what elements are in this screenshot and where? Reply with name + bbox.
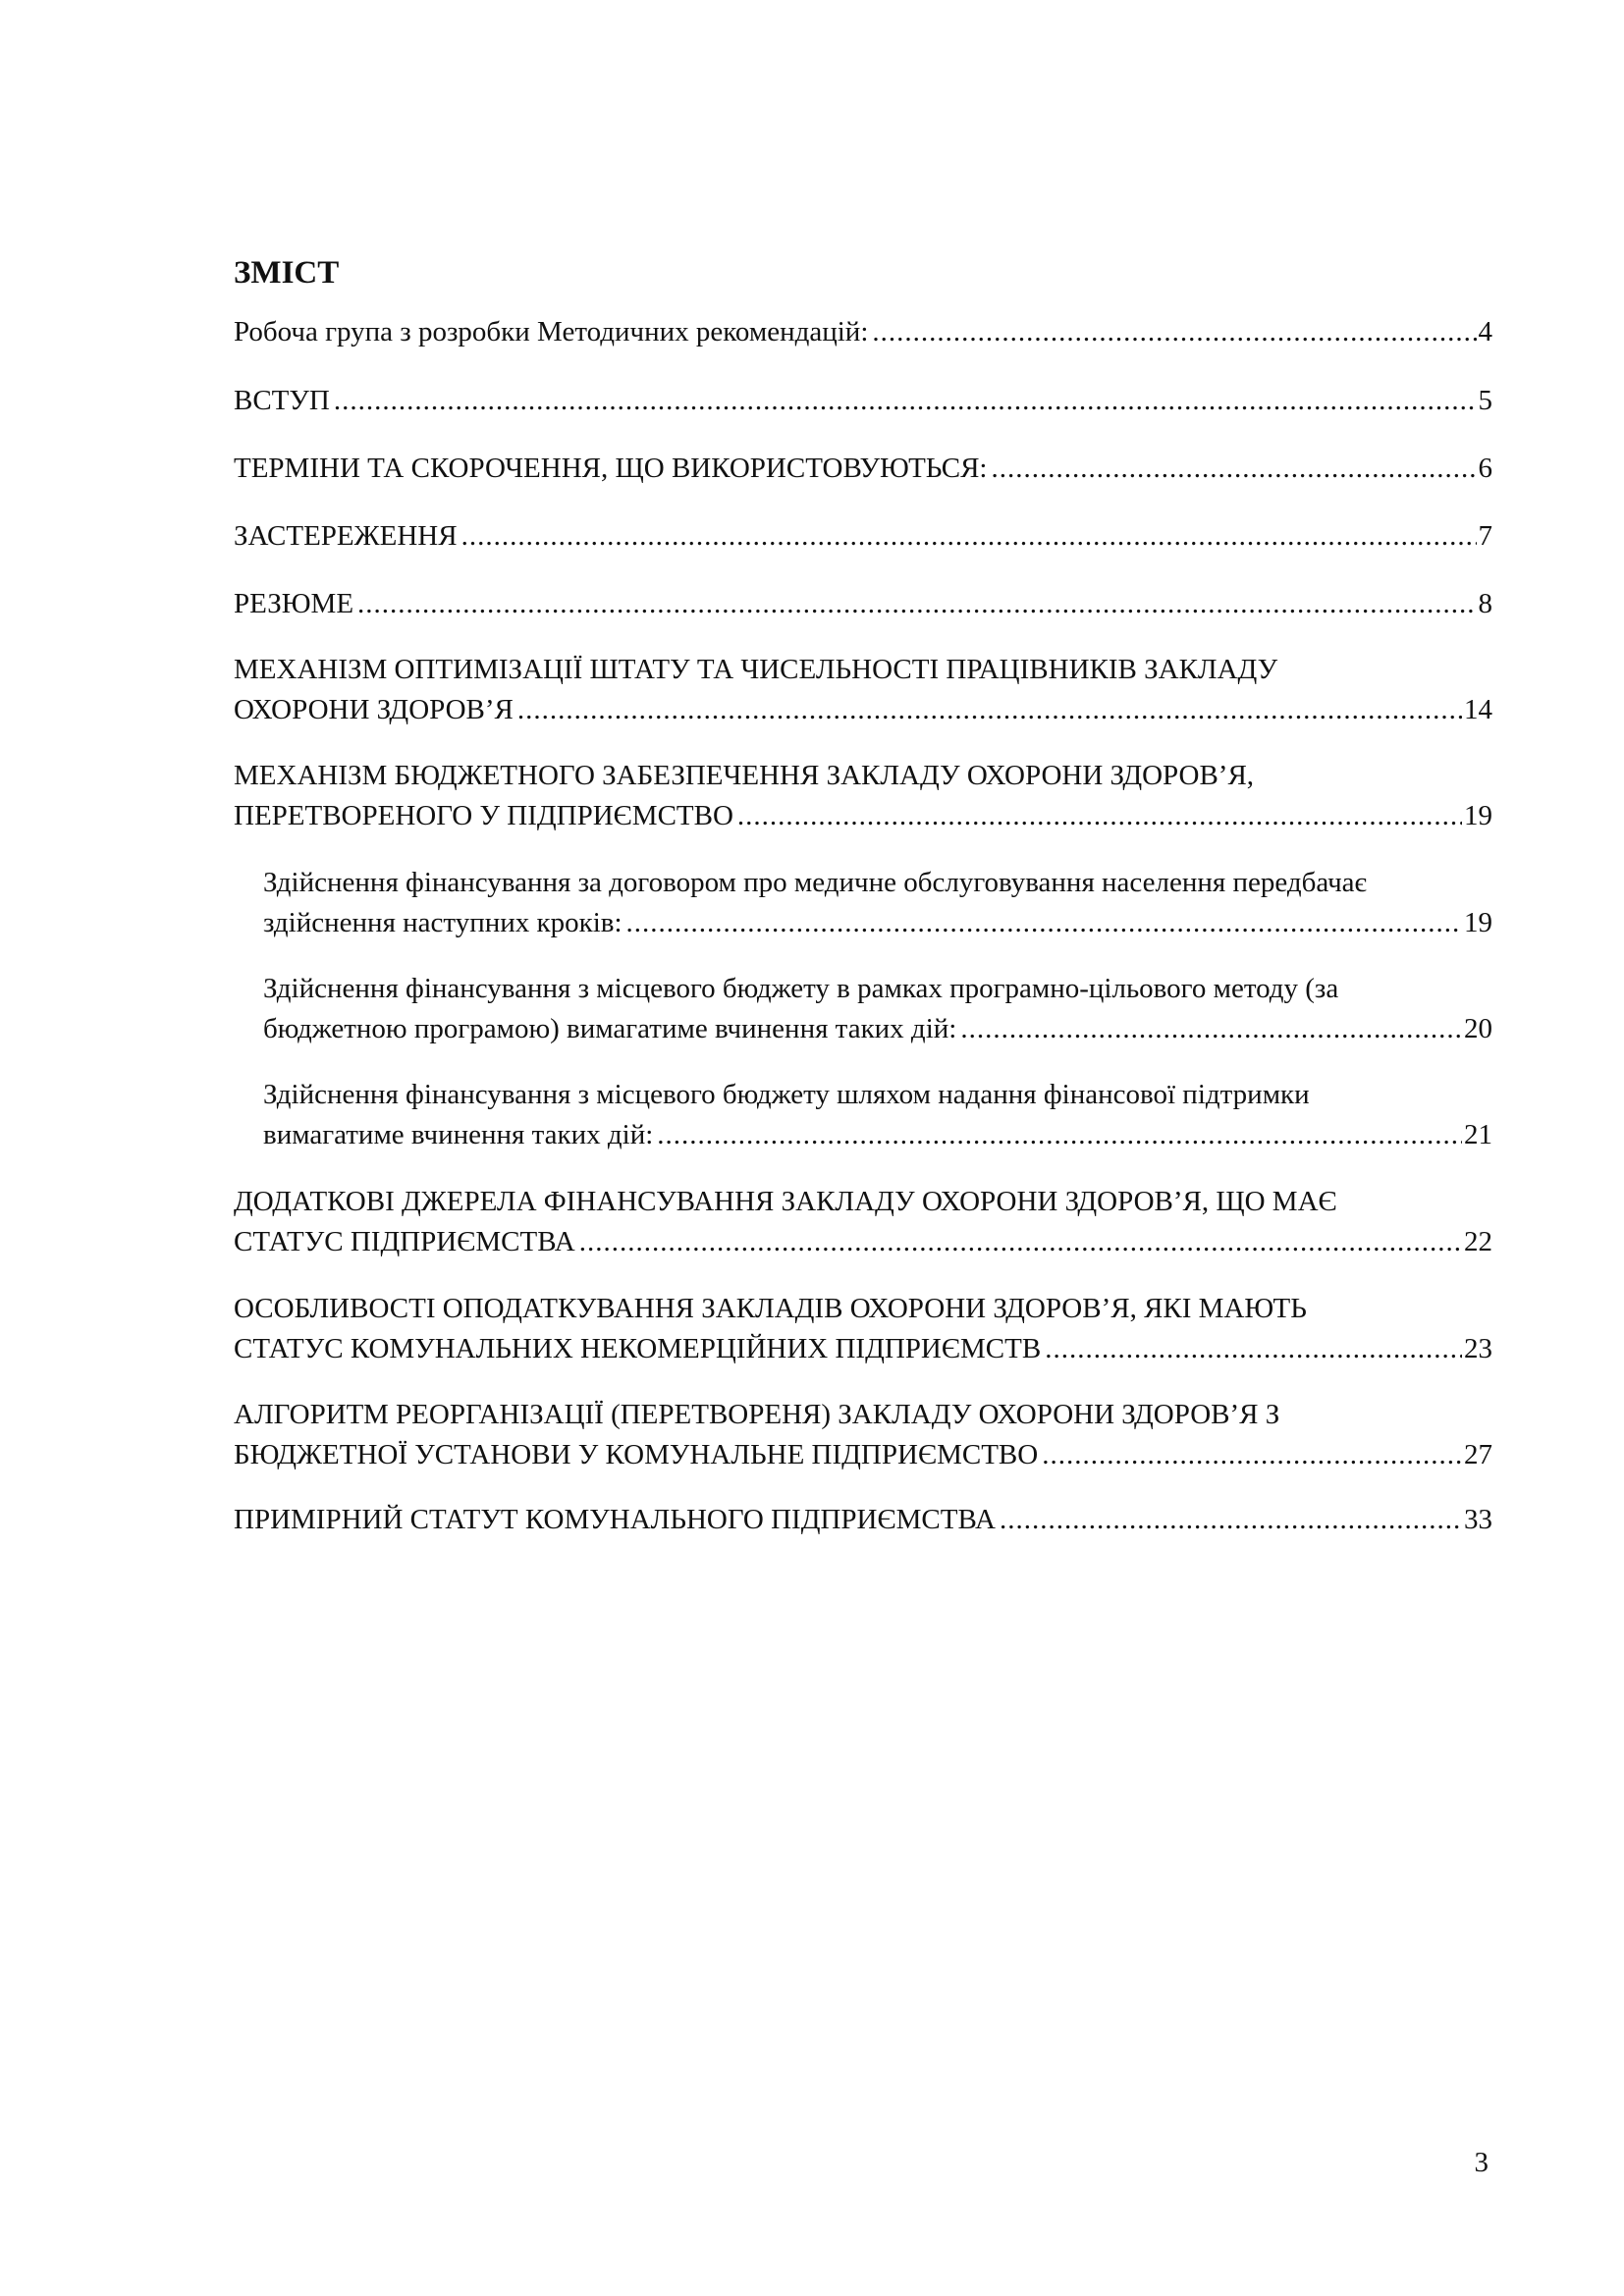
toc-entry-text: здійснення наступних кроків: [263, 907, 623, 938]
toc-entry[interactable] [234, 1395, 1492, 1475]
toc-entry[interactable] [234, 584, 1492, 624]
toc-page-ref: 33 [1464, 1504, 1492, 1535]
toc-entry[interactable] [234, 312, 1492, 352]
toc-entry-text: Робоча група з розробки Методичних рекомендацій: [234, 316, 869, 347]
toc-page-ref: 5 [1478, 385, 1492, 416]
toc-page-ref: 8 [1478, 588, 1492, 619]
toc-entry[interactable] [234, 516, 1492, 557]
toc-entry-text: МЕХАНІЗМ ОПТИМІЗАЦІЇ ШТАТУ ТА ЧИСЕЛЬНОСТІ ПРАЦІВНИКІВ ЗАКЛАДУ [234, 654, 1278, 685]
dot-leader [357, 584, 1476, 624]
toc-entry-text: РЕЗЮМЕ [234, 588, 354, 619]
dot-leader [1000, 1500, 1462, 1540]
toc-entry-text: ОХОРОНИ ЗДОРОВ’Я [234, 694, 514, 725]
toc-entry[interactable] [234, 449, 1492, 489]
toc-title: ЗМІСТ [234, 255, 340, 291]
toc-entry[interactable] [234, 1182, 1492, 1262]
toc-entry-text: БЮДЖЕТНОЇ УСТАНОВИ У КОМУНАЛЬНЕ ПІДПРИЄМСТВО [234, 1439, 1039, 1470]
dot-leader [991, 449, 1476, 489]
toc-entry-text: ТЕРМІНИ ТА СКОРОЧЕННЯ, ЩО ВИКОРИСТОВУЮТЬСЯ: [234, 453, 988, 484]
toc-subentry[interactable] [263, 969, 1492, 1049]
dot-leader [517, 690, 1462, 730]
toc-entry-text: АЛГОРИТМ РЕОРГАНІЗАЦІЇ (ПЕРЕТВОРЕНЯ) ЗАКЛАДУ ОХОРОНИ ЗДОРОВ’Я З [234, 1399, 1280, 1430]
toc-subentry[interactable] [263, 1075, 1492, 1155]
toc-page-ref: 7 [1478, 520, 1492, 552]
toc-entry-text: ОСОБЛИВОСТІ ОПОДАТКУВАННЯ ЗАКЛАДІВ ОХОРОНИ ЗДОРОВ’Я, ЯКІ МАЮТЬ [234, 1293, 1307, 1324]
dot-leader [1042, 1435, 1462, 1475]
toc-entry[interactable] [234, 756, 1492, 836]
toc-entry-text: СТАТУС ПІДПРИЄМСТВА [234, 1226, 575, 1257]
toc-entry-text: ПРИМІРНИЙ СТАТУТ КОМУНАЛЬНОГО ПІДПРИЄМСТВА [234, 1504, 996, 1535]
toc-entry-text: вимагатиме вчинення таких дій: [263, 1119, 654, 1150]
toc-page-ref: 4 [1478, 316, 1492, 347]
toc-entry[interactable] [234, 1289, 1492, 1369]
toc-page-ref: 14 [1464, 694, 1492, 725]
dot-leader [579, 1222, 1462, 1262]
toc-page-ref: 22 [1464, 1226, 1492, 1257]
dot-leader [461, 516, 1477, 557]
toc-subentry[interactable] [263, 863, 1492, 943]
dot-leader [1045, 1329, 1462, 1369]
toc-entry[interactable] [234, 381, 1492, 421]
toc-entry-text: бюджетною програмою) вимагатиме вчинення таких дій: [263, 1013, 957, 1044]
toc-page-ref: 6 [1478, 453, 1492, 484]
toc-entry[interactable] [234, 1500, 1492, 1540]
page-number: 3 [1474, 2147, 1489, 2178]
toc-entry[interactable] [234, 650, 1492, 730]
toc-entry-text: Здійснення фінансування за договором про медичне обслуговування населення передбачає [263, 867, 1367, 898]
dot-leader [737, 796, 1462, 836]
toc-entry-text: ПЕРЕТВОРЕНОГО У ПІДПРИЄМСТВО [234, 800, 733, 831]
dot-leader [657, 1115, 1462, 1155]
toc-entry-text: ВСТУП [234, 385, 330, 416]
toc-page-ref: 27 [1464, 1439, 1492, 1470]
dot-leader [960, 1009, 1462, 1049]
toc-entry-text: МЕХАНІЗМ БЮДЖЕТНОГО ЗАБЕЗПЕЧЕННЯ ЗАКЛАДУ ОХОРОНИ ЗДОРОВ’Я, [234, 760, 1255, 791]
toc-entry-text: СТАТУС КОМУНАЛЬНИХ НЕКОМЕРЦІЙНИХ ПІДПРИЄМСТВ [234, 1333, 1042, 1364]
dot-leader [334, 381, 1477, 421]
toc-entry-text: ЗАСТЕРЕЖЕННЯ [234, 520, 458, 552]
toc-page-ref: 19 [1464, 907, 1492, 938]
toc-page-ref: 19 [1464, 800, 1492, 831]
toc-entry-text: ДОДАТКОВІ ДЖЕРЕЛА ФІНАНСУВАННЯ ЗАКЛАДУ ОХОРОНИ ЗДОРОВ’Я, ЩО МАЄ [234, 1186, 1337, 1217]
toc-page-ref: 23 [1464, 1333, 1492, 1364]
toc-page-ref: 21 [1464, 1119, 1492, 1150]
toc-page-ref: 20 [1464, 1013, 1492, 1044]
dot-leader [872, 312, 1476, 352]
toc-entry-text: Здійснення фінансування з місцевого бюджету в рамках програмно-цільового методу (за [263, 973, 1339, 1004]
toc-entry-text: Здійснення фінансування з місцевого бюджету шляхом надання фінансової підтримки [263, 1079, 1310, 1110]
dot-leader [626, 903, 1462, 943]
